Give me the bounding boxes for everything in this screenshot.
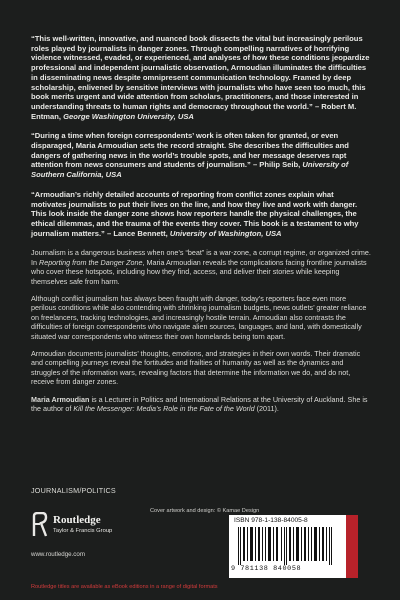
- subject-category: JOURNALISM/POLITICS: [31, 486, 116, 495]
- endorsement-author: – Robert M. Entman,: [31, 101, 357, 121]
- endorsement-2: [31, 131, 371, 180]
- description-text: Journalism is a dangerous business when one’s “beat” is a war-zone, a corrupt regime, or organized crime. In: [31, 248, 371, 267]
- description-text: , Maria Armoudian reveals the complications facing frontline journalists who cover these hotspots, including how they find, access, and deliver their stories while keeping themselves safe from harm.: [31, 257, 367, 286]
- endorsement-author: – Lance Bennett,: [106, 228, 168, 238]
- informa-tab: [341, 515, 358, 578]
- author-name: Maria Armoudian: [31, 394, 90, 404]
- endorsement-text: “This well-written, innovative, and nuanced book dissects the vital but increasingly perilous roles played by journalists in danger zones. Through compelling narratives of horrifying violence witnessed, evaded, or experienced, and analyses of how these conditions jeopardize professional and independent journalistic observation, Armoudian illuminates the difficulties in disseminating news despite omnipresent communication technology. Framed by deep scholarship, enlivened by sensitive interviews with journalists who have seen too much, this book merits urgent and wide attention from scholars, practitioners, and those interested in understanding threats to human rights and democracy throughout the world.”: [31, 34, 370, 111]
- barcode-panel: [229, 515, 346, 578]
- author-bio: [31, 395, 371, 414]
- barcode-digits: 9 781138 840058: [231, 565, 302, 573]
- endorsement-3: [31, 190, 371, 239]
- endorsement-affiliation: University of Washington, USA: [169, 228, 282, 238]
- endorsement-author: – Philip Seib,: [252, 160, 301, 170]
- book-title: Reporting from the Danger Zone: [39, 257, 143, 267]
- endorsement-text: “Armoudian’s richly detailed accounts of reporting from conflict zones explain what motivates journalists to put their lives on the line, and how they live and work with danger. This look inside the danger zone shows how reporters handle the physical challenges, the ethical dilemmas, and the trauma of the events they cover. This book is a testament to why journalism matters.”: [31, 189, 359, 238]
- previous-book-title: Kill the Messenger: Media’s Role in the Fate of the World: [73, 404, 255, 414]
- bio-text: (2011).: [254, 404, 279, 414]
- publisher-logo: [31, 512, 151, 552]
- endorsement-affiliation: University of Southern California, USA: [31, 160, 349, 180]
- barcode-icon: [232, 527, 342, 565]
- publisher-name: Routledge: [53, 514, 101, 526]
- routledge-emblem-icon: [31, 512, 49, 538]
- endorsement-1: [31, 34, 371, 121]
- endorsement-text: “During a time when foreign correspondents’ work is often taken for granted, or even disparaged, Maria Armoudian sets the record straight. She describes the difficulties and dangers of gathering news in the world’s trouble spots, and her message deserves rapt attention from news consumers and students of journalism.”: [31, 131, 349, 170]
- description-paragraph-1: [31, 248, 371, 286]
- endorsement-affiliation: George Washington University, USA: [63, 111, 194, 121]
- bio-text: is a Lecturer in Politics and International Relations at the University of Auckland. She is the author of: [31, 394, 368, 414]
- isbn-text: ISBN 978-1-138-84005-8: [234, 517, 308, 524]
- description-paragraph-3: Armoudian documents journalists’ thoughts, emotions, and strategies in their own words. Their dramatic and compelling journeys reveal the fortitudes and frailties of humanity as well as the dynamics and struggles of the information wars, revealing factors that determine the information we do, and do not, receive from danger zones.: [31, 349, 361, 387]
- description-paragraph-2: Although conflict journalism has always been fraught with danger, today’s reporters face even more perilous conditions while also contending with shrinking journalism budgets, news outlets’ greater reliance on freelancers, tracking technologies, and increasingly hostile terrain. Armoudian also contrasts the difficulties of foreign correspondents who navigate alien sources, languages, and land, with domestically situated war correspondents who witness their own homelands being torn apart.: [31, 293, 367, 341]
- back-cover-text: [31, 34, 371, 421]
- cover-credit: Cover artwork and design: © Kamae Design: [150, 508, 260, 514]
- publisher-group: Taylor & Francis Group: [53, 528, 113, 534]
- ebook-note: Routledge titles are available as eBook editions in a range of digital formats: [31, 584, 218, 590]
- publisher-website[interactable]: www.routledge.com: [31, 551, 85, 558]
- informa-tab-text: an informa business: [341, 528, 347, 575]
